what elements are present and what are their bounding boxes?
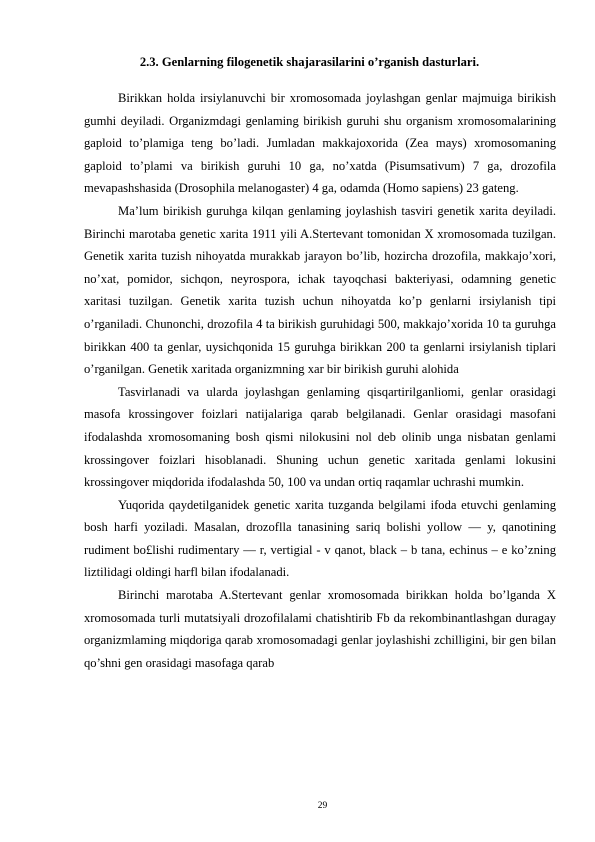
paragraph: Tasvirlanadi va ularda joylashgan genlaming qisqartirilganliomi, genlar orasidagi masofa krossingover foizlari natijalariga qarab belgilanadi. Genlar orasidagi masofani ifodalashda xromosomaning bosh qismi nilokusini nol deb olinib unga nisbatan genlami krossingover foizlari hisoblanadi. Shuning uchun genetic xaritada genlami lokusini krossingover miqdorida ifodalashda 50, 100 va undan ortiq raqamlar uchrashi mumkin. [84,384,556,490]
body-text [84,87,556,674]
paragraph: Ma’lum birikish guruhga kilqan genlaming joylashish tasviri genetik xarita deyiladi. Birinchi marotaba genetic xarita 1911 yili A.Stertevant tomonidan X xromosomada tuzilgan. Genetik xarita tuzish nihoyatda murakkab jarayon bo’lib, hozircha drozofila, makkajo’xori, no’xat, pomidor, sichqon, neyrospora, ichak tayoqchasi bakteriyasi, odamning genetic xaritasi tuzilgan. Genetik xarita tuzish uchun nihoyatda ko’p genlarni irsiylanish tipi o’rganiladi. Chunonchi, drozofila 4 ta birikish guruhidagi 500, makkajo’xorida 10 ta guruhga birikkan 400 ta genlar, uysichqonida 15 guruhga birikkan 200 ta genlarni irsiylanish tiplari o’rganilgan. Genetik xaritada organizmning xar bir birikish guruhi alohida [84,203,556,377]
section-heading: 2.3. Genlarning filogenetik shajarasilarini o’rganish dasturlari. [139,55,480,69]
paragraph: Birikkan holda irsiylanuvchi bir xromosomada joylashgan genlar majmuiga birikish gumhi deyiladi. Organizmdagi genlaming birikish guruhi shu organism xromosomalarining gaploid to’plamiga teng bo’ladi. Jumladan makkajoxorida (Zea mays) xromosomaning gaploid to’plami va birikish guruhi 10 ga, no’xatda (Pisumsativum) 7 ga, drozofila mevapashshasida (Drosophila melanogaster) 4 ga, odamda (Homo sapiens) 23 gateng. [84,91,556,196]
paragraph: Birinchi marotaba A.Stertevant genlar xromosomada birikkan holda bo’lganda X xromosomada turli mutatsiyali drozofilalami chatishtirib Fb da rekombinantlashgan duragay organizmlaming miqdoriga qarab xromosomadagi genlar joylashishi zchilligini, bir gen bilan qo’shni gen orasidagi masofaga qarab [84,588,556,670]
page-number: 29 [317,801,328,811]
paragraph: Yuqorida qaydetilganidek genetic xarita tuzganda belgilami ifoda etuvchi genlaming bosh harfi yoziladi. Masalan, drozoflla tanasining sariq bolishi yollow — y, qanotining rudiment bo£lishi rudimentary — r, vertigial - v qanot, black – b tana, echinus – e ko’zning liztilidagi oldingi harfl bilan ifodalanadi. [84,497,556,580]
